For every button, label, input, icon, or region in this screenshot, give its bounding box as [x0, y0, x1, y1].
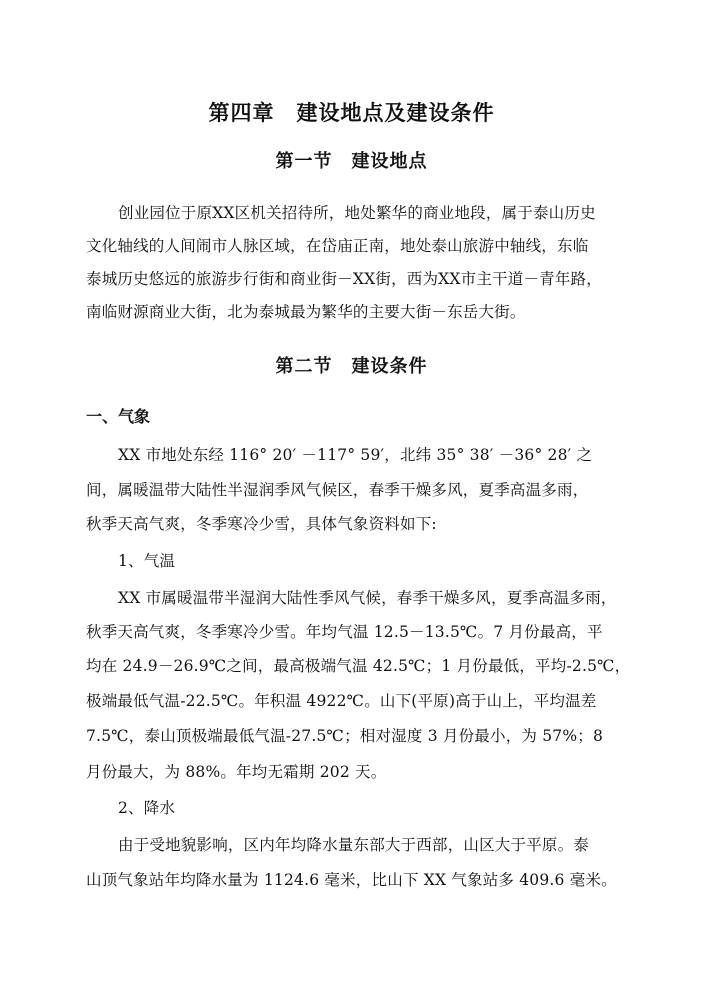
paragraph-line: 泰城历史悠远的旅游步行街和商业街－XX街，西为XX市主干道－青年路， [86, 270, 602, 288]
paragraph-line: 山顶气象站年均降水量为 1124.6 毫米，比山下 XX 气象站多 409.6 毫米。 [86, 871, 617, 889]
paragraph-line: 均在 24.9－26.9℃之间，最高极端气温 42.5℃；1 月份最低，平均-2.5℃， [86, 657, 631, 675]
paragraph-line: 南临财源商业大街，北为泰城最为繁华的主要大街－东岳大街。 [86, 303, 526, 321]
paragraph-line: 月份最大，为 88%。年均无霜期 202 天。 [86, 763, 387, 781]
item-heading-temperature: 1、气温 [118, 552, 176, 570]
paragraph-line: 7.5℃，泰山顶极端最低气温-27.5℃；相对湿度 3 月份最小，为 57%；8 [86, 727, 604, 745]
section-title-location: 第一节 建设地点 [275, 151, 428, 172]
paragraph-line: 创业园位于原XX区机关招待所，地处繁华的商业地段，属于泰山历史 [118, 204, 596, 222]
paragraph-line: 间，属暖温带大陆性半湿润季风气候区，春季干燥多风，夏季高温多雨， [86, 481, 589, 499]
item-heading-precipitation: 2、降水 [118, 799, 176, 817]
paragraph-line: 文化轴线的人间闹市人脉区域，在岱庙正南，地处泰山旅游中轴线，东临 [86, 237, 589, 255]
subsection-heading-climate: 一、气象 [86, 407, 151, 426]
paragraph-line: 由于受地貌影响，区内年均降水量东部大于西部，山区大于平原。泰 [118, 836, 590, 854]
paragraph-line: 秋季天高气爽，冬季寒冷少雪。年均气温 12.5－13.5℃。7 月份最高，平 [86, 623, 603, 641]
paragraph-line: 极端最低气温-22.5℃。年积温 4922℃。山下(平原)高于山上，平均温差 [86, 692, 597, 710]
paragraph-line: 秋季天高气爽，冬季寒冷少雪，具体气象资料如下: [86, 515, 437, 533]
chapter-title: 第四章 建设地点及建设条件 [208, 100, 495, 125]
section-title-conditions: 第二节 建设条件 [275, 356, 428, 377]
paragraph-line: XX 市属暖温带半湿润大陆性季风气候，春季干燥多风，夏季高温多雨， [118, 589, 617, 607]
paragraph-line: XX 市地处东经 116° 20′ －117° 59′，北纬 35° 38′ －36° 28′ 之 [118, 446, 593, 464]
